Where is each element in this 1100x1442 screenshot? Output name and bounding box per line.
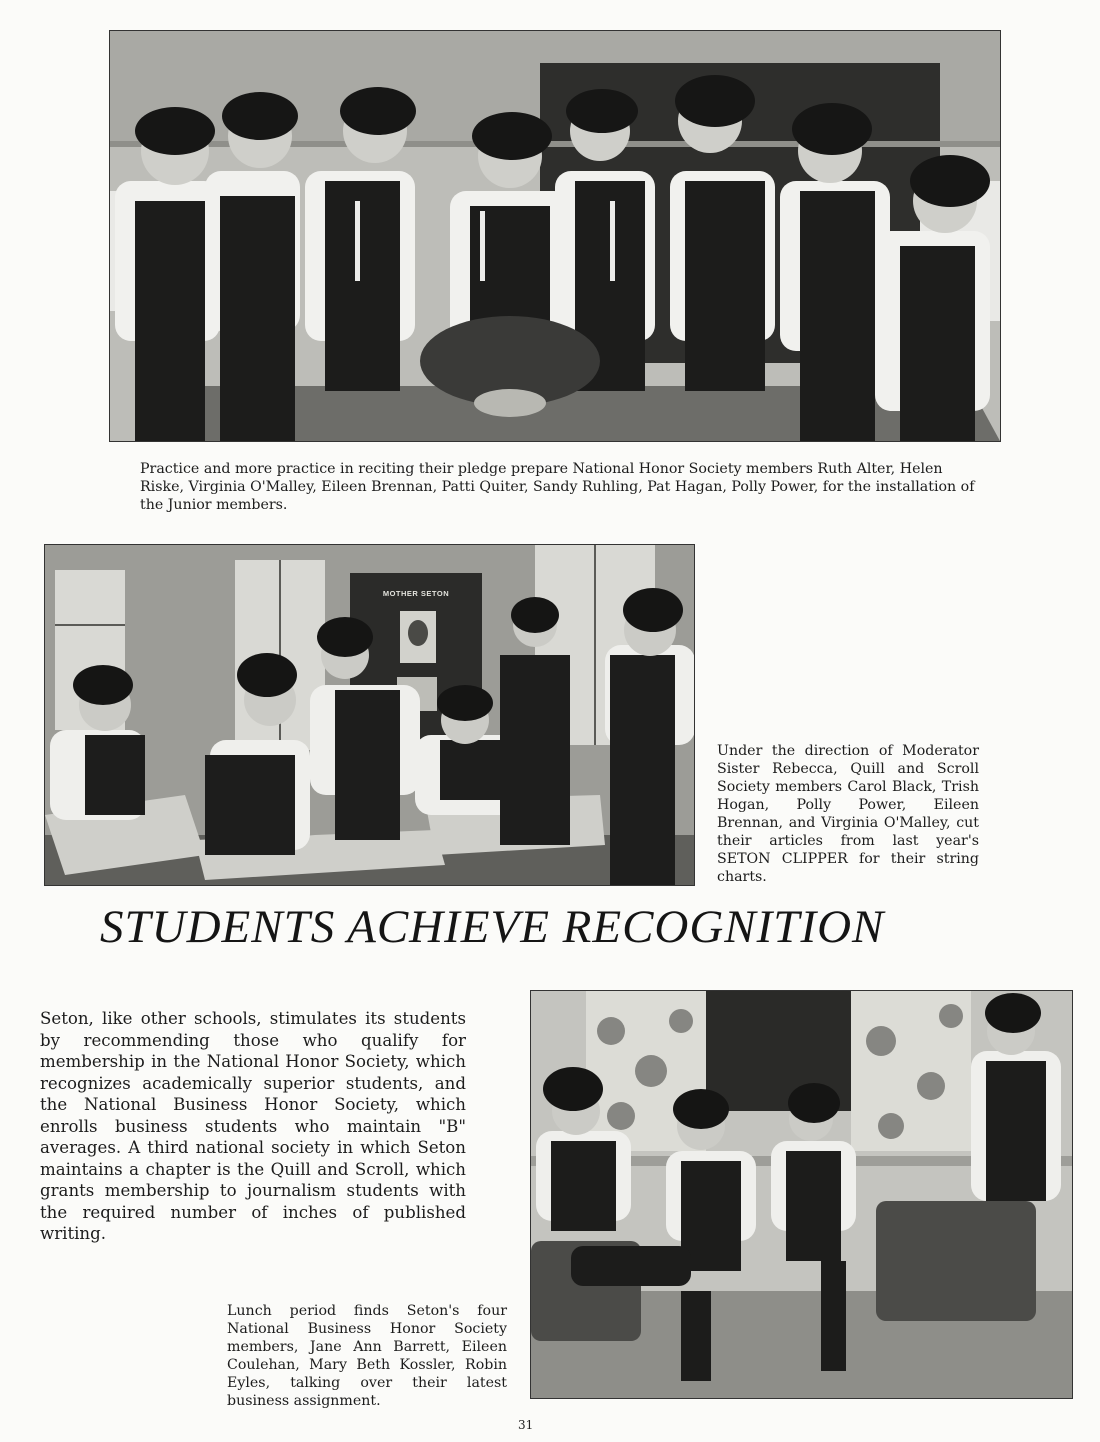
top-photo-caption: Practice and more practice in reciting their pledge prepare National Honor Society members Ruth Alter, Helen Riske, Virginia O'Malley, Eileen Brennan, Patti Quiter, Sandy Ruhling, Pat Hagan, Polly Power, for the installation of the Junior members. — [140, 461, 975, 513]
article-body: Seton, like other schools, stimulates its students by recommending those who qualify for membership in the National Honor Society, which recognizes academically superior students, and the National Business Honor Society, which enrolls business students who maintain "B" averages. A third national society in which Seton maintains a chapter is the Quill and Scroll, which grants membership to journalism students with the required number of inches of published writing. — [40, 1009, 466, 1243]
page-number: 31 — [518, 1418, 534, 1432]
mother-seton-sign: MOTHER SETON — [382, 589, 450, 598]
page-headline: STUDENTS ACHIEVE RECOGNITION — [100, 901, 885, 953]
honor-society-pledge-photo — [109, 30, 1001, 442]
middle-photo-caption: Under the direction of Moderator Sister Rebecca, Quill and Scroll Society members Carol Black, Trish Hogan, Polly Power, Eileen Brennan, and Virginia O'Malley, cut their articles from last year's SETON CLIPPER for their string charts. — [717, 743, 979, 885]
business-honor-society-photo — [530, 990, 1073, 1399]
bottom-photo-caption: Lunch period finds Seton's four National Business Honor Society members, Jane Ann Barrett, Eileen Coulehan, Mary Beth Kossler, Robin Eyles, talking over their latest business assignment. — [227, 1303, 507, 1409]
quill-and-scroll-photo — [44, 544, 695, 886]
